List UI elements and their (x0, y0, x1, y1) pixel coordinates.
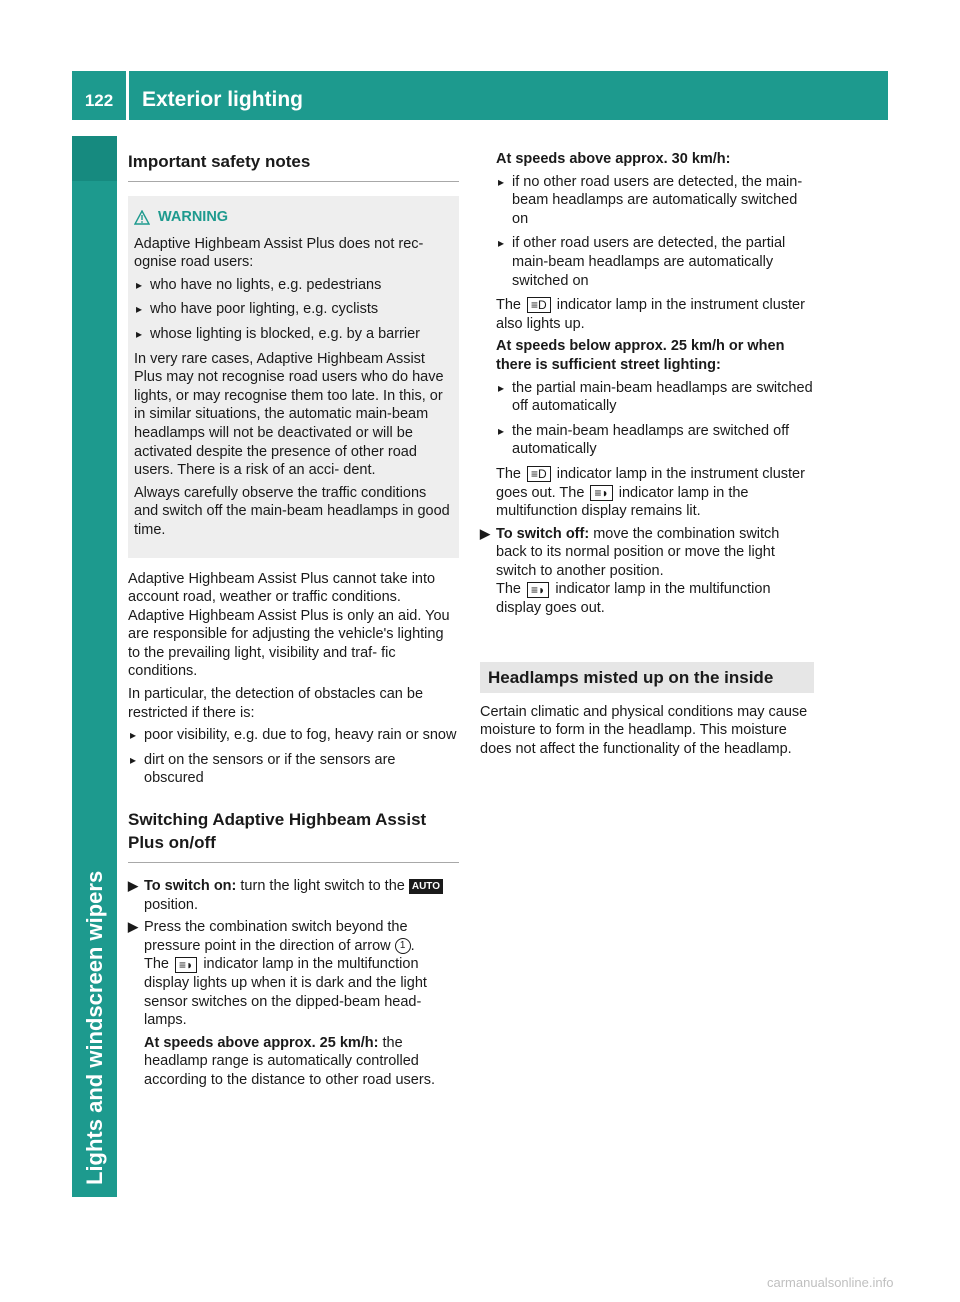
list-item: ▸ dirt on the sensors or if the sensors are obscured (128, 751, 459, 788)
list-item: ▸ if other road users are detected, the partial main-beam headlamps are automatically switched on (496, 234, 814, 290)
warning-title (134, 208, 451, 227)
auto-switch-icon: AUTO (409, 879, 443, 894)
list-item: ▸ who have poor lighting, e.g. cyclists (134, 300, 451, 319)
instruction-step (128, 918, 459, 1089)
list-item: ▸ poor visibility, e.g. due to fog, heavy rain or snow (128, 726, 459, 745)
lamp-note-text: indicator lamp in the instrument cluster goes out. The (496, 465, 805, 501)
lamp-note (496, 296, 814, 333)
step-arrow-icon: ▶ (128, 919, 138, 935)
lamp-note-text: indicator lamp in the multifunction display remains lit. (496, 484, 749, 520)
speed30-bullet-list (496, 173, 814, 291)
warning-triangle-icon (134, 210, 150, 225)
body-paragraph: Certain climatic and physical conditions may cause moisture to form in the headlamp. This moisture does not affect the functionality of the headlamp. (480, 703, 808, 757)
section-heading-safety: Important safety notes (128, 150, 459, 182)
list-item: ▸ the partial main-beam headlamps are switched off automatically (496, 379, 814, 416)
section-heading-misted: Headlamps misted up on the inside (480, 662, 814, 693)
step-text: The (144, 956, 169, 973)
warning-intro: Adaptive Highbeam Assist Plus does not rec- ognise road users: (134, 235, 424, 271)
step-text: Press the combination switch beyond the pressure point in the direction of arrow (144, 919, 408, 954)
page-number: 122 (84, 91, 114, 110)
step-label: To switch on: (144, 878, 237, 895)
lamp-note-text: The (496, 297, 521, 314)
list-item: ▸ who have no lights, e.g. pedestrians (134, 276, 451, 295)
speed-note (144, 1034, 459, 1090)
section-heading-switching: Switching Adaptive Highbeam Assist Plus on/off (128, 808, 459, 863)
adaptive-highbeam-icon: ≡◗ (527, 582, 549, 598)
main-beam-icon: ≡D (527, 466, 551, 482)
right-column (480, 150, 814, 762)
watermark: carmanualsonline.info (767, 1275, 894, 1290)
warning-title-text: WARNING (158, 209, 229, 225)
speed-note-label: At speeds above approx. 25 km/h: (144, 1034, 379, 1051)
list-item: ▸ the main-beam headlamps are switched off automatically (496, 422, 814, 459)
list-item: ▸ whose lighting is blocked, e.g. by a barrier (134, 325, 451, 344)
below25-heading: At speeds below approx. 25 km/h or when there is sufficient street lighting: (496, 338, 785, 373)
side-tab (72, 136, 117, 1197)
step-text: . (410, 937, 415, 954)
adaptive-highbeam-icon: ≡◗ (590, 485, 612, 501)
below25-bullet-list (496, 379, 814, 459)
step-text: move the combination switch back to its normal position or move the light switch to another position. (496, 525, 780, 579)
warning-paragraph: In very rare cases, Adaptive Highbeam Assist Plus may not recognise road users who do have lights, or may recognise them too late. In this, or in similar situations, the automatic main-beam headlamps will not be deactivated or will be activated despite the presence of other road users. There is a risk of an acci- dent. (134, 350, 444, 479)
side-tab-label: Lights and windscreen wipers (82, 870, 107, 1185)
step-text: position. (144, 896, 199, 913)
list-item: ▸ if no other road users are detected, the main-beam headlamps are automatically switched on (496, 173, 814, 229)
side-tab-marker (72, 136, 117, 181)
lamp-note (496, 465, 814, 521)
warning-bullet-list (134, 276, 451, 344)
speed-conditions (480, 150, 814, 521)
lamp-note-text: indicator lamp in the instrument cluster also lights up. (496, 297, 805, 332)
body-paragraph: In particular, the detection of obstacles can be restricted if there is: (128, 686, 424, 721)
instruction-step (128, 877, 459, 914)
body-paragraph: Adaptive Highbeam Assist Plus cannot take into account road, weather or traffic conditions. Adaptive Highbeam Assist Plus is only an aid. You are responsible for adjusting the vehicle's lighting to the prevailing light, visibility and traf- fic conditions. (128, 570, 450, 680)
instruction-step (480, 525, 814, 618)
header-divider (126, 71, 129, 120)
page-header (72, 71, 888, 120)
page-title: Exterior lighting (142, 88, 304, 111)
step-text: The (496, 581, 521, 598)
arrow-number-icon: 1 (395, 938, 411, 954)
lamp-note-text: The (496, 465, 521, 482)
warning-paragraph: Always carefully observe the traffic conditions and switch off the main-beam headlamps in good time. (134, 484, 450, 538)
main-beam-icon: ≡D (527, 297, 551, 313)
step-text: indicator lamp in the multifunction display lights up when it is dark and the light sensor switches on the dipped-beam head- lamps. (144, 956, 427, 1029)
step-label: To switch off: (496, 525, 590, 542)
adaptive-highbeam-icon: ≡◗ (175, 957, 197, 973)
speed-note-text: the headlamp range is automatically controlled according to the distance to other road users. (144, 1034, 435, 1088)
warning-box (128, 196, 459, 558)
bullet-list (128, 726, 459, 788)
left-column (128, 150, 459, 1094)
step-arrow-icon: ▶ (480, 525, 490, 541)
step-arrow-icon: ▶ (128, 878, 138, 894)
step-text: turn the light switch to the (240, 878, 405, 895)
speed30-heading: At speeds above approx. 30 km/h: (496, 151, 731, 167)
step-text: indicator lamp in the multifunction display goes out. (496, 581, 771, 617)
